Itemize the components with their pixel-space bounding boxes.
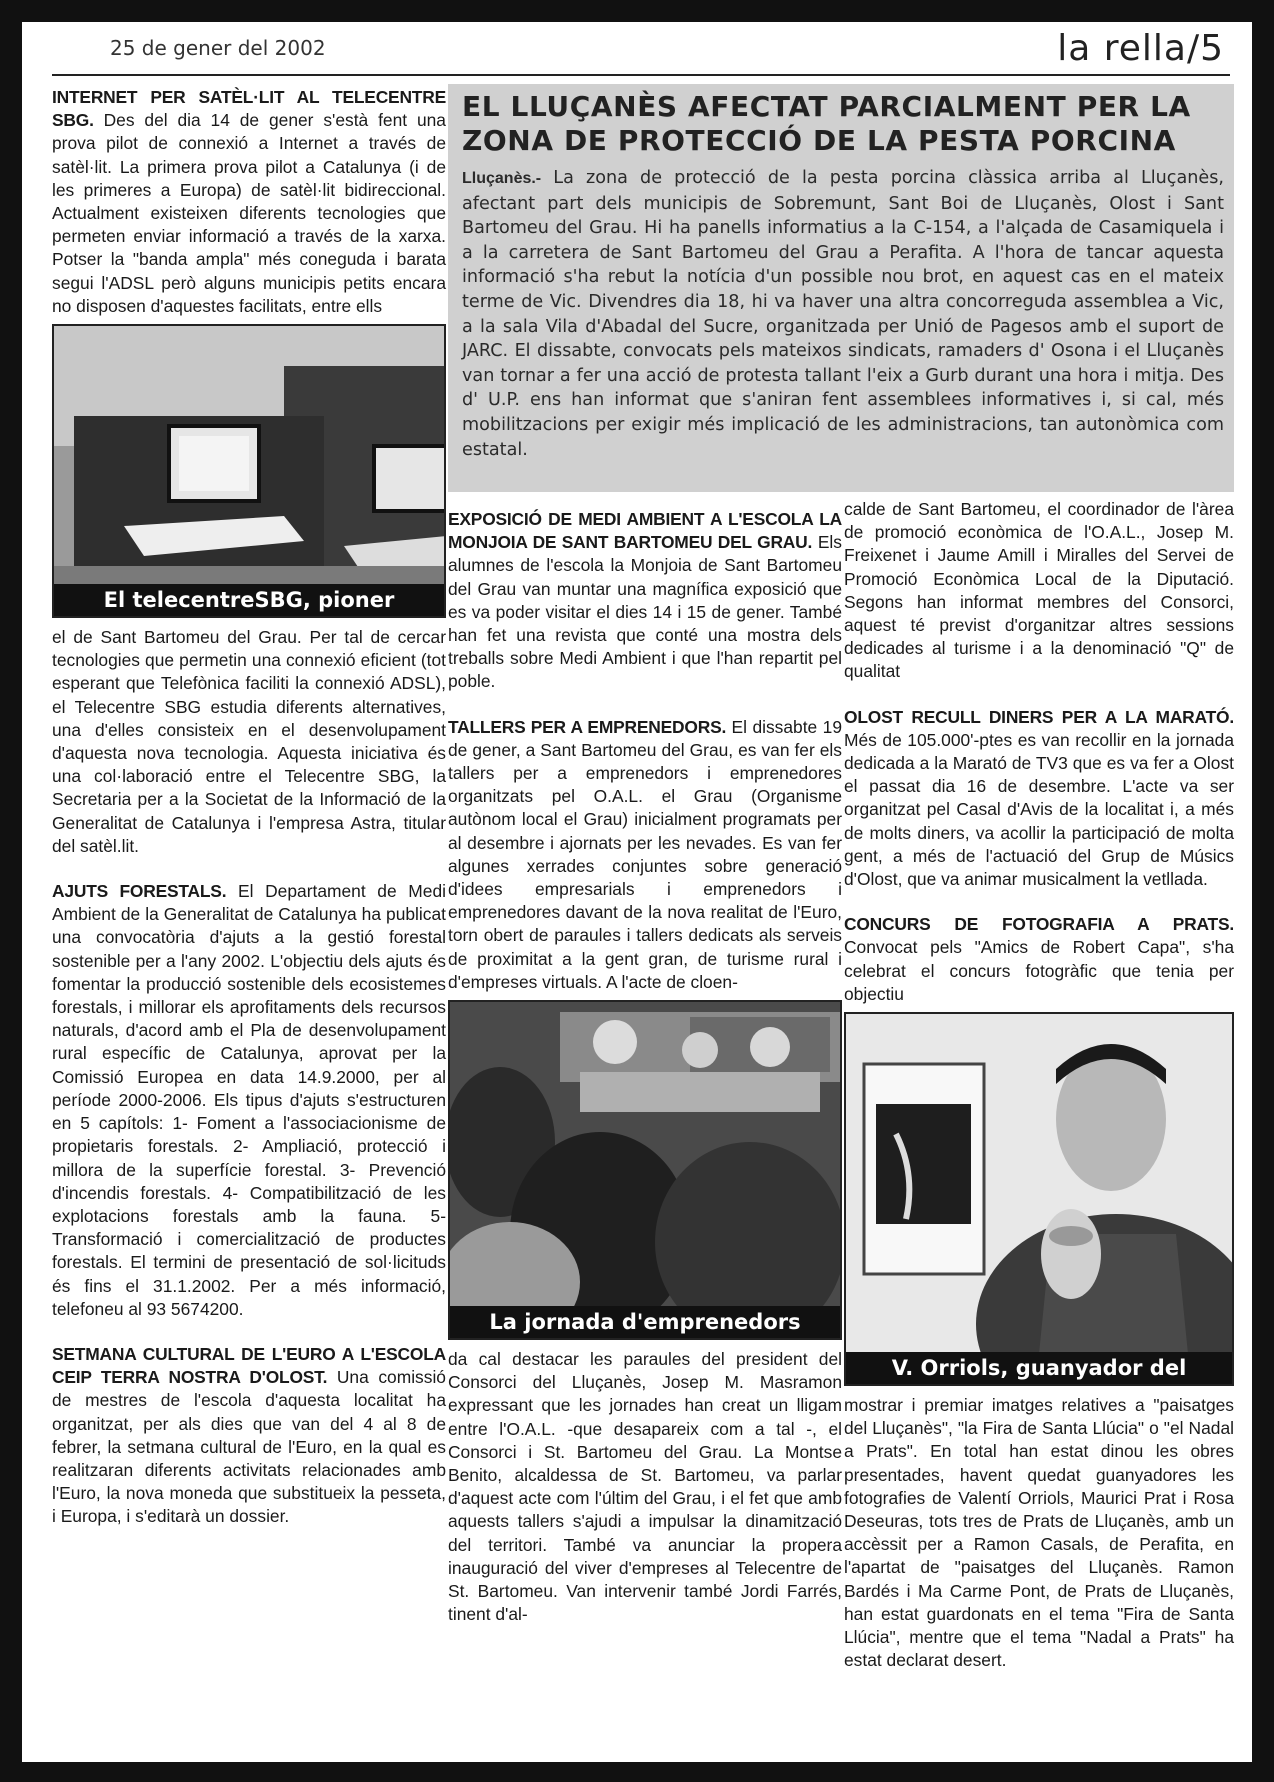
article-ajuts [52, 880, 446, 1321]
article-text: El dissabte 19 de gener, a Sant Bartomeu del Grau, es van fer els tallers per a emprenedors i emprenedores organitzats pel O.A.L. el Grau (Organisme autònom local el Grau) inicialment programats per al desembre i ajornats per les nevades. Es van fer algunes xerrades conjuntes sobre generació d'idees empresarials i emprenedors i emprenedores davant de la nova realitat de l'Euro, torn obert de paraules i tallers dedicats als serveis de proximitat a la gent gran, de turisme rural i d'empreses virtuals. A l'acte de cloen- [448, 716, 842, 992]
article-headline: AJUTS FORESTALS. [52, 881, 227, 902]
article-headline: OLOST RECULL DINERS PER A LA MARATÓ. [844, 706, 1234, 727]
telecentre-photo-image [54, 326, 446, 616]
column-3 [844, 498, 1234, 1673]
feature-headline-line-2: ZONA DE PROTECCIÓ DE LA PESTA PORCINA [462, 124, 1176, 157]
orriols-photo [844, 1012, 1234, 1386]
feature-dateline: Lluçanès.- [462, 170, 542, 187]
feature-body [462, 166, 1224, 462]
article-text: El Departament de Medi Ambient de la Generalitat de Catalunya ha publicat una convocatòria d'ajuts a la gestió forestal sostenible per a l'any 2002. L'objectiu dels ajuts és fomentar la producció sostenible dels ecosistemes forestals, i millorar els aprofitaments dels recursos naturals, d'acord amb el Pla de desenvolupament rural específic de Catalunya, aprovat per la Comissió Europea en data 14.9.2000, per al període 2000-2006. Els tipus d'ajuts s'estructuren en 5 capítols: 1- Foment a l'associacionisme de propietaris forestals. 2- Ampliació, protecció i millora de la superfície forestal. 3- Prevenció d'incendis forestals. 4- Compatibilització de les explotacions forestals amb la fauna. 5- Transformació i comercialització de productes forestals. El termini de presentació de sol·licituds és fins el 31.1.2002. Per a més informació, telefoneu al 93 5674200. [52, 881, 447, 1319]
article-exposicio [448, 508, 842, 694]
telecentre-photo-caption: El telecentreSBG, pioner [54, 584, 444, 616]
article-headline: TALLERS PER A EMPRENEDORS. [448, 716, 727, 737]
page-title: la rella/5 [1057, 28, 1224, 69]
article-tallers-end: calde de Sant Bartomeu, el coordinador de l'àrea de promoció econòmica de l'O.A.L., Josep M. Freixenet i Jaume Amill i Miralles del Servei de Promoció Econòmica Local de la Diputació. Segons han informat membres del Consorci, aquest té previst d'organitzar altres sessions dedicades al turisme i a la denominació "Q" de qualitat [844, 499, 1234, 682]
article-text: Convocat pels "Amics de Robert Capa", s'ha celebrat el concurs fotogràfic que tenia per objectiu [844, 937, 1234, 1004]
issue-date: 25 de gener del 2002 [110, 36, 326, 60]
orriols-photo-caption: V. Orriols, guanyador del [846, 1352, 1232, 1384]
telecentre-photo [52, 324, 446, 618]
column-1 [52, 86, 446, 1529]
newspaper-page [22, 22, 1252, 1762]
article-text: Els alumnes de l'escola la Monjoia de Sant Bartomeu del Grau van muntar una magnífica exposició que es va poder visitar el dies 14 i 15 de gener. També han fet una revista que conté una mostra dels treballs sobre Medi Ambient i que l'han repartit pel poble. [448, 532, 842, 692]
article-olost [844, 706, 1234, 892]
emprenedors-photo-image [450, 1002, 842, 1338]
feature-headline [462, 90, 1222, 158]
feature-text: La zona de protecció de la pesta porcina clàssica arriba al Lluçanès, afectant part dels municipis de Sobremunt, Sant Boi de Lluçanès, Olost i Sant Bartomeu del Grau. Hi ha panells informatius a la C-154, a l'alçada de Casamiquela i a la carretera de Sant Bartomeu del Grau a Perafita. A l'hora de tancar aquesta informació s'ha rebut la notícia d'un possible nou brot, en aquest cas en el mateix terme de Vic. Divendres dia 18, hi va haver una altra concorreguda assemblea a Vic, a la sala Vila d'Abadal del Sucre, organitzada per Unió de Pagesos amb el suport de JARC. El dissabte, convocats pels mateixos sindicats, ramaders d' Osona i el Lluçanès van tornar a fer una acció de protesta tallant l'eix a Gurb durant una hora i mitja. Des d' U.P. ens han informat que s'aniran fent assemblees informatives i, si cal, més mobilitzacions per exigir més implicació de les administracions, tan autonòmica com estatal. [462, 168, 1224, 460]
article-internet-continued: el de Sant Bartomeu del Grau. Per tal de cercar tecnologies que permetin una connexió eficient (tot esperant que Telefònica faciliti la connexió ADSL), el Telecentre SBG estudia diferents alternatives, una d'elles consisteix en el desenvolupament d'aquesta nova tecnologia. Aquesta iniciativa és una col·laboració entre el Telecentre SBG, la Secretaria per a la Societat de la Informació de la Generalitat de Catalunya i l'empresa Astra, titular del satèl.lit. [52, 627, 446, 856]
article-setmana [52, 1343, 446, 1529]
article-concurs-continued: mostrar i premiar imatges relatives a "paisatges del Lluçanès", "la Fira de Santa Llúcia" o "el Nadal a Prats". En total han estat dinou les obres presentades, havent quedat guanyadores les fotografies de Valentí Orriols, Maurici Prat i Rosa Deseuras, tots tres de Prats de Lluçanès, amb un accèssit per a Ramon Casals, de Perafita, en l'apartat de "paisatges del Lluçanès. Ramon Bardés i Ma Carme Pont, de Prats de Lluçanès, han estat guardonats en el tema "Fira de Santa Llúcia", mentre que el tema "Nadal a Prats" ha estat declarat desert. [844, 1395, 1234, 1671]
article-headline: EXPOSICIÓ DE MEDI AMBIENT A L'ESCOLA LA MONJOIA DE SANT BARTOMEU DEL GRAU. [448, 509, 842, 553]
emprenedors-photo [448, 1000, 842, 1340]
article-concurs [844, 913, 1234, 1006]
article-headline: SETMANA CULTURAL DE L'EURO A L'ESCOLA CEIP TERRA NOSTRA D'OLOST. [52, 1343, 446, 1388]
orriols-photo-image [846, 1014, 1232, 1384]
article-tallers-continued: da cal destacar les paraules del president del Consorci del Lluçanès, Josep M. Masramon expressant que les jornades han creat un lligam entre l'O.A.L. -que desapareix com a tal -, el Consorci i St. Bartomeu del Grau. La Montse Benito, alcaldessa de St. Bartomeu, va parlar d'aquest acte com l'últim del Grau, i el fet que amb aquests tallers s'ajudi a impulsar la dinamització del territori. També va anunciar la propera inauguració del viver d'empreses al Telecentre de St. Bartomeu. Van intervenir també Jordi Farrés, tinent d'al- [448, 1349, 842, 1625]
article-headline: CONCURS DE FOTOGRAFIA A PRATS. [844, 914, 1234, 935]
feature-headline-line-1: EL LLUÇANÈS AFECTAT PARCIALMENT PER LA [462, 90, 1191, 123]
article-text: Una comissió de mestres de l'escola d'aquesta localitat ha organitzat, per als dies que van del 4 al 8 de febrer, la setmana cultural de l'Euro, en la qual es realitzaran diferents activitats relacionades amb l'Euro, la nova moneda que substitueix la pesseta, i Europa, i s'editarà un dossier. [52, 1367, 446, 1527]
article-internet [52, 86, 446, 318]
header-rule [52, 74, 1230, 76]
feature-article [448, 84, 1234, 492]
article-text: Des del dia 14 de gener s'està fent una prova pilot de connexió a Internet a través de satèl·lit. La primera prova pilot a Catalunya (i de les primeres a Europa) de satèl·lit bidireccional. Actualment existeixen diferents tecnologies que permeten enviar informació a través de la xarxa. Potser la "banda ampla" més coneguda i barata segui l'ADSL però alguns municipis petits encara no disposen d'aquestes facilitats, entre ells [52, 110, 446, 316]
column-2 [448, 508, 842, 1627]
article-headline: INTERNET PER SATÈL·LIT AL TELECENTRE SBG. [52, 87, 446, 131]
article-text: Més de 105.000'-ptes es van recollir en la jornada dedicada a la Marató de TV3 que es va fer a Olost el passat dia 16 de desembre. L'acte va ser organitzat pel Casal d'Avis de la localitat i, a més de molts diners, va acollir la participació de molta gent, a més de l'actuació del Grup de Músics d'Olost, que va animar musicalment la vetllada. [844, 729, 1234, 890]
emprenedors-photo-caption: La jornada d'emprenedors [450, 1306, 840, 1338]
article-tallers [448, 716, 842, 994]
